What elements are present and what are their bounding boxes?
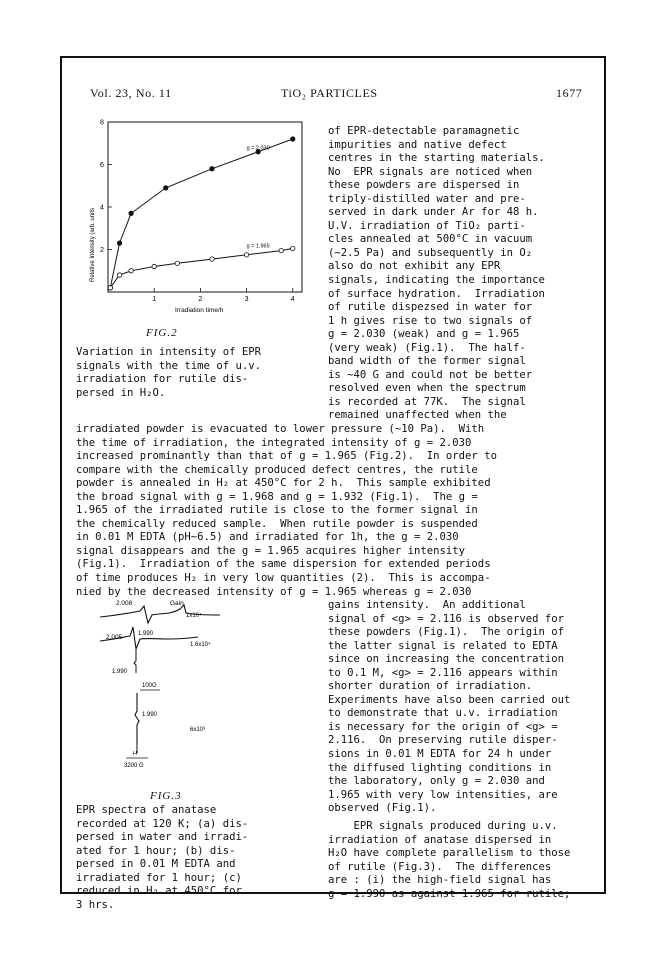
x-tick-label: 1 xyxy=(152,296,157,303)
text-line: band width of the former signal xyxy=(328,355,526,368)
series-label: g = 1.965 xyxy=(246,243,270,250)
right-column-text-2 xyxy=(328,599,570,816)
spectrum-c xyxy=(135,693,139,743)
text-line: U.V. irradiation of TiO₂ parti- xyxy=(328,219,526,232)
x-axis-label: Irradiation time/h xyxy=(175,307,224,314)
caption-line: irradiation for rutile dis- xyxy=(76,373,249,386)
text-line: gains intensity. An additional xyxy=(328,599,526,611)
spectrum-a xyxy=(100,605,220,623)
fig2-caption xyxy=(76,346,261,400)
text-line: are : (i) the high-field signal has xyxy=(328,874,552,887)
text-line: is ~40 G and could not be better xyxy=(328,368,533,381)
fig3-caption xyxy=(76,804,248,912)
data-point xyxy=(210,257,214,261)
text-line: the latter signal is related to EDTA xyxy=(328,639,558,652)
right-column-text-1 xyxy=(328,125,545,423)
text-line: of surface hydration. Irradiation xyxy=(328,287,545,300)
text-line: cles annealed at 500°C in vacuum xyxy=(328,233,533,246)
text-line: these powders (Fig.1). The origin of xyxy=(328,626,564,639)
text-line: the broad signal with g = 1.968 and g = 1.932 (Fig.1). The g = xyxy=(76,490,478,503)
data-point xyxy=(108,286,112,290)
fig3-gain-heading: Gain xyxy=(170,600,184,607)
text-line: H₂O have complete parallelism to those xyxy=(328,847,571,860)
spectrum-b-low xyxy=(134,649,136,673)
x-tick-label: 4 xyxy=(290,296,295,303)
text-line: the diffused lighting conditions in xyxy=(328,761,552,774)
text-line: signal disappears and the g = 1.965 acquires higher intensity xyxy=(76,544,466,557)
text-line: observed (Fig.1). xyxy=(328,802,437,815)
text-line: to demonstrate that u.v. irradiation xyxy=(328,707,558,720)
fig3-g-1990-b: 1.990 xyxy=(112,669,128,675)
caption-line: ated for 1 hour; (b) dis- xyxy=(76,844,236,857)
caption-line: EPR spectra of anatase xyxy=(76,804,217,816)
text-line: (very weak) (Fig.1). The half- xyxy=(328,341,526,354)
data-point xyxy=(210,167,214,171)
data-point xyxy=(152,264,156,268)
text-line: of time produces H₂ in very low quantities (2). This is accompa- xyxy=(76,572,491,585)
text-line: the time of irradiation, the integrated intensity of g = 2.030 xyxy=(76,436,472,449)
data-point xyxy=(129,269,133,273)
data-point xyxy=(291,246,295,250)
text-line: remained unaffected when the xyxy=(328,409,507,422)
text-line: these powders are dispersed in xyxy=(328,179,520,192)
fig3-gain-a: 1x10⁴ xyxy=(186,613,202,619)
text-line: triply-distilled water and pre- xyxy=(328,192,526,205)
text-line: EPR signals produced during u.v. xyxy=(328,820,558,832)
data-point xyxy=(117,273,121,277)
page-number: 1677 xyxy=(556,86,583,100)
text-line: served in dark under Ar for 48 h. xyxy=(328,206,539,219)
text-line: g = 1.990 as against 1.965 for rutile; xyxy=(328,887,571,900)
text-line: signal of <g> = 2.116 is observed for xyxy=(328,612,564,625)
text-line: (~2.5 Pa) and subsequently in O₂ xyxy=(328,246,533,259)
text-line: of rutile dispezsed in water for xyxy=(328,301,533,314)
text-line: 1.965 of the irradiated rutile is close to the former signal in xyxy=(76,504,478,517)
text-line: 1 h gives rise to two signals of xyxy=(328,314,533,327)
text-line: increased prominantly than that of g = 1.965 (Fig.2). In order to xyxy=(76,450,497,463)
data-point xyxy=(129,211,133,215)
data-point xyxy=(117,241,121,245)
text-line: shorter duration of irradiation. xyxy=(328,680,533,693)
journal-volume: Vol. 23, No. 11 xyxy=(90,86,172,100)
fig3-g-1990-c: 1.990 xyxy=(142,712,158,718)
fig3-g-2005: 2.005 xyxy=(106,634,123,641)
text-line: sions in 0.01 M EDTA for 24 h under xyxy=(328,748,552,761)
caption-line: recorded at 120 K; (a) dis- xyxy=(76,817,249,830)
fig3-scale-3200g: 3200 G xyxy=(124,763,144,769)
text-line: of rutile (Fig.3). The differences xyxy=(328,860,552,873)
right-column-text-3 xyxy=(328,820,570,901)
caption-line: Variation in intensity of EPR xyxy=(76,346,261,358)
text-line: impurities and native defect xyxy=(328,138,507,151)
running-title: TiO₂ PARTICLES xyxy=(281,86,378,100)
caption-line: irradiated for 1 hour; (c) xyxy=(76,871,242,884)
full-width-text xyxy=(76,423,497,599)
y-tick-label: 2 xyxy=(100,247,104,254)
y-tick-label: 6 xyxy=(100,162,104,169)
text-line: centres in the starting materials. xyxy=(328,152,545,165)
data-point xyxy=(164,186,168,190)
fig3-gain-c: 6x10³ xyxy=(190,727,206,733)
text-line: of EPR-detectable paramagnetic xyxy=(328,125,520,137)
y-axis-label: Relative Intensity (arb. units xyxy=(90,207,96,282)
fig3-label: FIG.3 xyxy=(150,790,182,802)
text-line: nied by the decreased intensity of g = 1.965 whereas g = 2.030 xyxy=(76,585,472,598)
data-point xyxy=(244,253,248,257)
fig3-epr-spectra xyxy=(100,593,280,783)
caption-line: persed in water and irradi- xyxy=(76,831,249,844)
text-line: also do not exhibit any EPR xyxy=(328,260,501,273)
plot-frame xyxy=(108,122,302,292)
x-tick-label: 3 xyxy=(244,296,249,303)
fig3-scale-100g: 100G xyxy=(142,683,157,689)
text-line: compare with the chemically produced defect centres, the rutile xyxy=(76,463,478,476)
text-line: irradiated powder is evacuated to lower pressure (~10 Pa). With xyxy=(76,423,485,435)
caption-line: persed in H₂O. xyxy=(76,386,166,399)
fig3-field-h: H xyxy=(133,751,137,757)
y-tick-label: 8 xyxy=(100,119,104,127)
data-point xyxy=(175,261,179,265)
x-tick-label: 2 xyxy=(198,296,203,303)
text-line: powder is annealed in H₂ at 450°C for 2 h. This sample exhibited xyxy=(76,477,491,490)
text-line: signals, indicating the importance xyxy=(328,274,545,287)
fig3-g-2008: 2.008 xyxy=(116,600,133,607)
data-point xyxy=(291,137,295,141)
caption-line: 3 hrs. xyxy=(76,898,115,911)
text-line: resolved even when the spectrum xyxy=(328,382,526,395)
series-label: g = 2.030 xyxy=(246,145,270,152)
caption-line: reduced in H₂ at 450°C for xyxy=(76,885,242,898)
text-line: the laboratory, only g = 2.030 and xyxy=(328,775,545,788)
series-line xyxy=(110,248,292,287)
fig2-chart xyxy=(80,116,312,322)
data-point xyxy=(279,248,283,252)
text-line: irradiation of anatase dispersed in xyxy=(328,833,552,846)
text-line: in 0.01 M EDTA (pH~6.5) and irradiated for 1h, the g = 2.030 xyxy=(76,531,459,544)
text-line: 2.116. On preserving rutile disper- xyxy=(328,734,558,747)
text-line: g = 2.030 (weak) and g = 1.965 xyxy=(328,328,520,341)
text-line: the chemically reduced sample. When rutile powder is suspended xyxy=(76,517,478,530)
fig3-g-1990-a: 1.990 xyxy=(138,631,154,637)
y-tick-label: 4 xyxy=(100,204,104,212)
text-line: is necessary for the origin of <g> = xyxy=(328,720,558,733)
caption-line: signals with the time of u.v. xyxy=(76,359,261,372)
text-line: Experiments have also been carried out xyxy=(328,693,571,706)
text-line: (Fig.1). Irradiation of the same dispersion for extended periods xyxy=(76,558,491,571)
text-line: to 0.1 M, <g> = 2.116 appears within xyxy=(328,666,558,679)
series-line xyxy=(110,139,292,288)
fig3-gain-b: 1.6x10⁴ xyxy=(190,642,211,648)
caption-line: persed in 0.01 M EDTA and xyxy=(76,858,236,871)
text-line: 1.965 with very low intensities, are xyxy=(328,788,558,801)
fig2-label: FIG.2 xyxy=(146,327,178,339)
text-line: since on increasing the concentration xyxy=(328,653,564,666)
text-line: is recorded at 77K. The signal xyxy=(328,395,526,408)
text-line: No EPR signals are noticed when xyxy=(328,165,533,178)
